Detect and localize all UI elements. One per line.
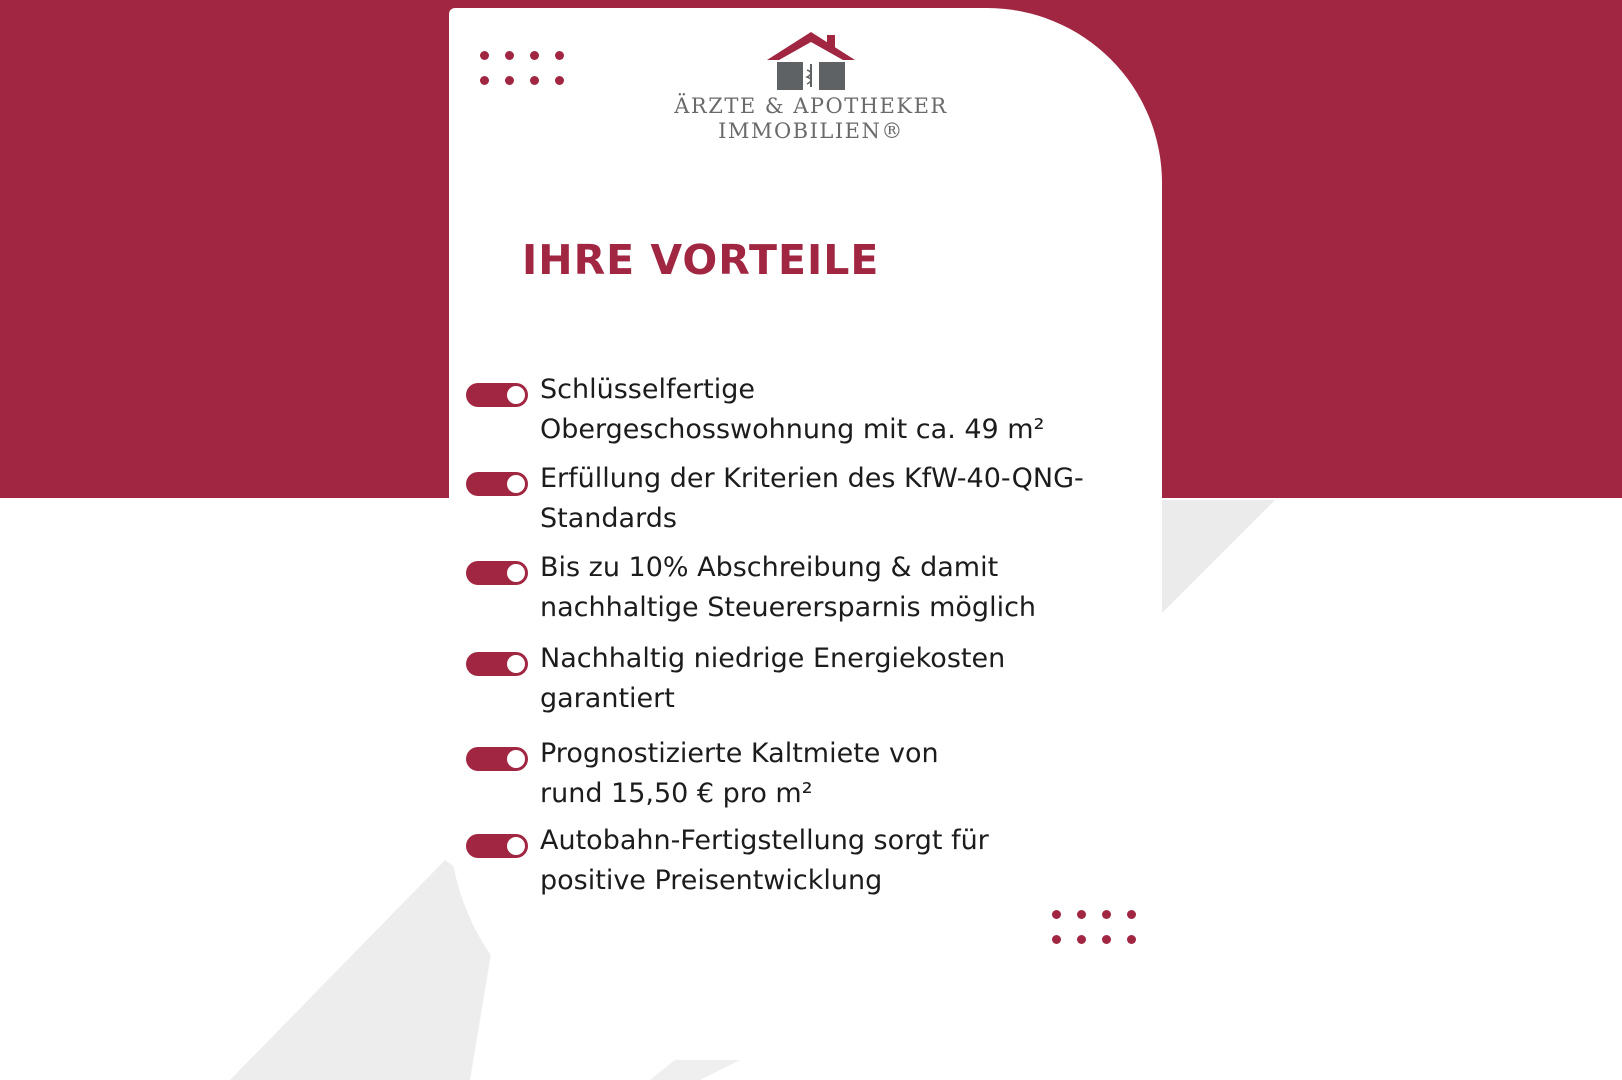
benefit-text <box>540 459 1130 539</box>
benefit-line: Erfüllung der Kriterien des KfW-40-QNG- <box>540 463 1084 494</box>
benefit-line: garantiert <box>540 683 675 714</box>
brand-name <box>660 94 962 144</box>
benefit-line: Schlüsselfertige <box>540 374 756 405</box>
benefit-line: Nachhaltig niedrige Energiekosten <box>540 643 1006 674</box>
benefit-text <box>540 370 1130 450</box>
benefit-line: nachhaltige Steuerersparnis möglich <box>540 592 1037 623</box>
benefit-item <box>466 734 1130 814</box>
decorative-dots-top <box>480 51 564 85</box>
benefit-text <box>540 548 1130 628</box>
benefit-line: Prognostizierte Kaltmiete von <box>540 738 939 769</box>
benefit-line: positive Preisentwicklung <box>540 865 883 896</box>
page-title: IHRE VORTEILE <box>522 236 880 284</box>
benefit-item <box>466 548 1130 628</box>
benefit-line: rund 15,50 € pro m² <box>540 778 813 809</box>
benefit-item <box>466 459 1130 539</box>
benefit-text <box>540 639 1130 719</box>
toggle-icon <box>466 383 528 407</box>
benefit-item <box>466 639 1130 719</box>
company-logo <box>660 30 962 144</box>
benefit-line: Standards <box>540 503 677 534</box>
toggle-icon <box>466 747 528 771</box>
benefit-text <box>540 734 1130 814</box>
toggle-icon <box>466 652 528 676</box>
decorative-dots-bottom <box>1052 910 1136 944</box>
toggle-icon <box>466 834 528 858</box>
benefit-text <box>540 821 1130 901</box>
benefit-line: Autobahn-Fertigstellung sorgt für <box>540 825 989 856</box>
toggle-icon <box>466 561 528 585</box>
brand-name-line2: IMMOBILIEN® <box>718 119 904 143</box>
benefit-item <box>466 821 1130 901</box>
benefit-line: Bis zu 10% Abschreibung & damit <box>540 552 999 583</box>
brand-name-line1: ÄRZTE & APOTHEKER <box>674 94 948 118</box>
house-logo-icon <box>765 30 857 92</box>
toggle-icon <box>466 472 528 496</box>
benefit-item <box>466 370 1130 450</box>
benefit-line: Obergeschosswohnung mit ca. 49 m² <box>540 414 1045 445</box>
